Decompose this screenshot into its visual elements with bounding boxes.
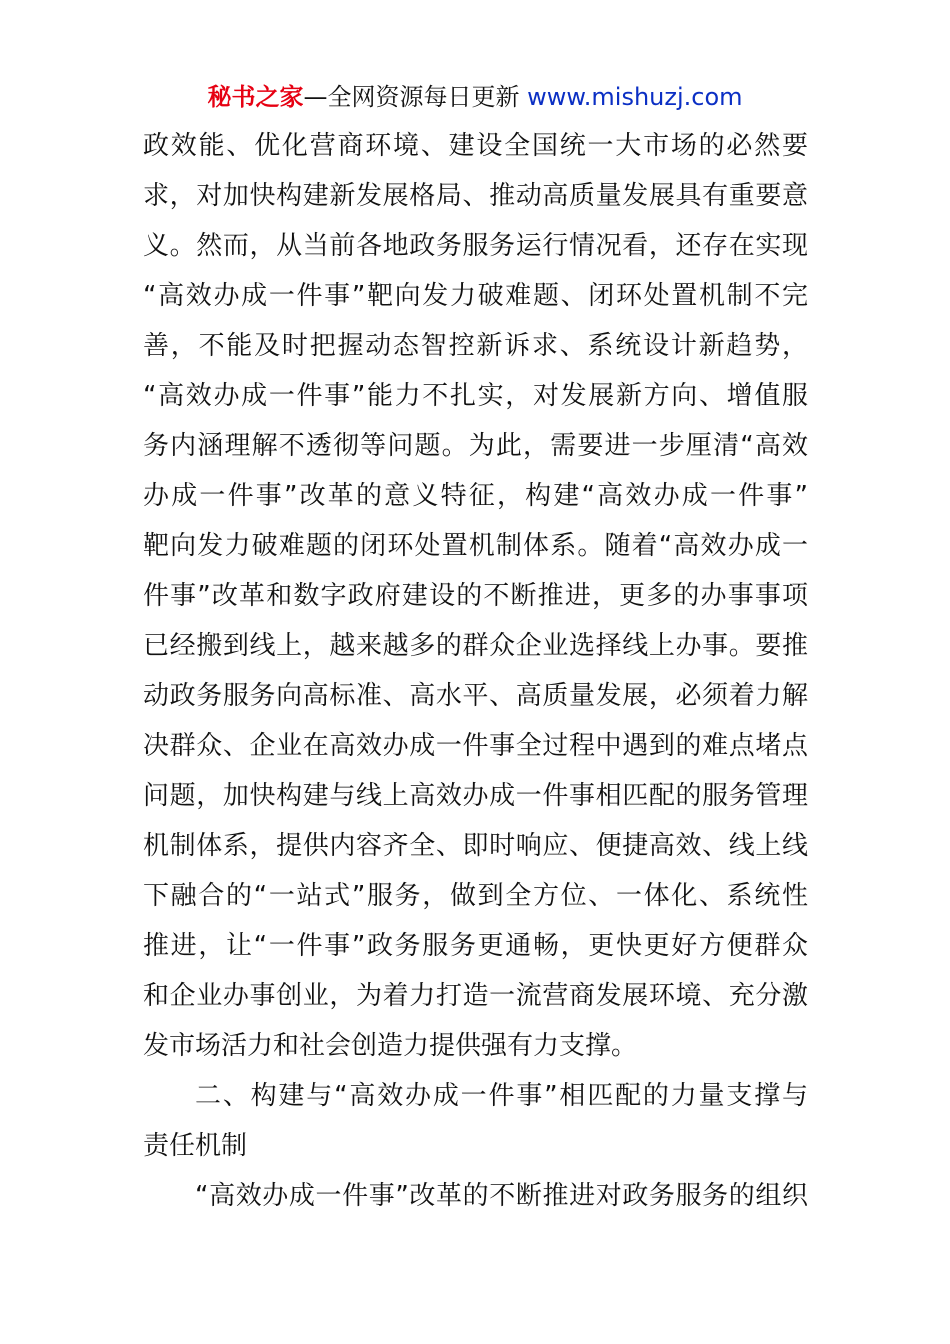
text-line: 决群众、企业在高效办成一件事全过程中遇到的难点堵点 [143,731,808,761]
text-line: 机制体系，提供内容齐全、即时响应、便捷高效、线上线 [143,831,808,861]
site-header [0,80,950,114]
section-heading-line: 责任机制 [143,1131,248,1161]
site-brand: 秘书之家 [207,83,304,111]
text-line: 义。然而，从当前各地政务服务运行情况看，还存在实现 [143,231,808,261]
text-line: 办成一件事”改革的意义特征，构建“高效办成一件事” [143,481,808,511]
site-url-link[interactable]: www.mishuzj.com [527,83,743,111]
text-line: 善，不能及时把握动态智控新诉求、系统设计新趋势， [143,331,808,361]
paragraph-last-line: 发市场活力和社会创造力提供强有力支撑。 [143,1031,638,1061]
text-line: 件事”改革和数字政府建设的不断推进，更多的办事事项 [143,581,808,611]
text-line: 和企业办事创业，为着力打造一流营商发展环境、充分激 [143,981,808,1011]
text-line: 务内涵理解不透彻等问题。为此，需要进一步厘清“高效 [143,431,808,461]
text-line: 已经搬到线上，越来越多的群众企业选择线上办事。要推 [143,631,808,661]
text-line: “高效办成一件事”能力不扎实，对发展新方向、增值服 [143,381,808,411]
section-heading-line: 二、构建与“高效办成一件事”相匹配的力量支撑与 [195,1081,808,1111]
text-line: 问题，加快构建与线上高效办成一件事相匹配的服务管理 [143,781,808,811]
text-line: 求，对加快构建新发展格局、推动高质量发展具有重要意 [143,181,808,211]
text-line: 靶向发力破难题的闭环处置机制体系。随着“高效办成一 [143,531,808,561]
site-tagline: —全网资源每日更新 [303,83,520,111]
text-line: 动政务服务向高标准、高水平、高质量发展，必须着力解 [143,681,808,711]
document-body [143,121,808,1221]
text-line: “高效办成一件事”靶向发力破难题、闭环处置机制不完 [143,281,808,311]
text-line: 推进，让“一件事”政务服务更通畅，更快更好方便群众 [143,931,808,961]
paragraph-first-line: “高效办成一件事”改革的不断推进对政务服务的组织 [195,1181,808,1211]
text-line: 下融合的“一站式”服务，做到全方位、一体化、系统性 [143,881,808,911]
text-line: 政效能、优化营商环境、建设全国统一大市场的必然要 [143,131,808,161]
